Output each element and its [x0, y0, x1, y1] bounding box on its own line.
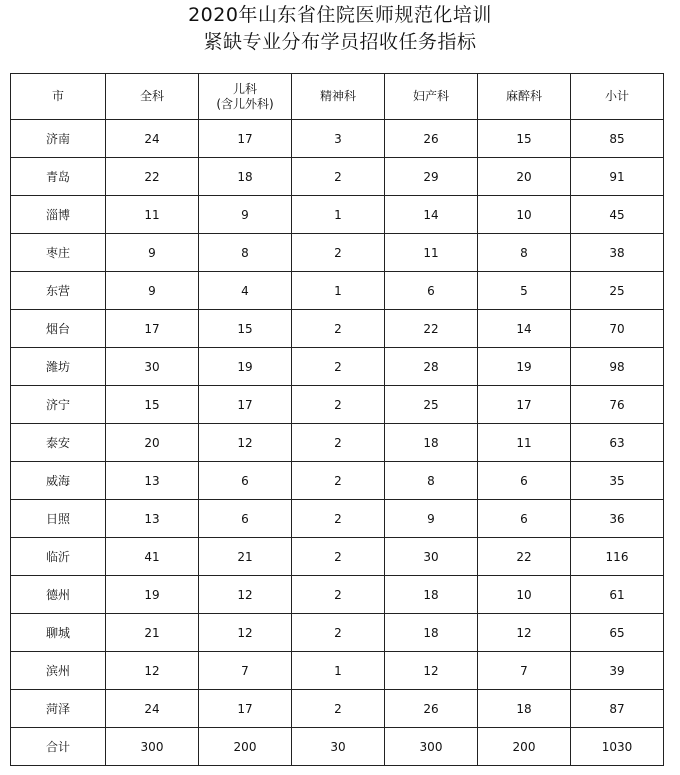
quota-cell: 1 [292, 272, 385, 310]
quota-cell: 17 [199, 120, 292, 158]
quota-cell: 2 [292, 538, 385, 576]
quota-cell: 6 [199, 462, 292, 500]
quota-cell: 28 [385, 348, 478, 386]
table-header-row [11, 74, 664, 120]
quota-cell: 19 [106, 576, 199, 614]
quota-cell: 11 [106, 196, 199, 234]
table-row [11, 576, 664, 614]
table-row [11, 158, 664, 196]
quota-cell: 3 [292, 120, 385, 158]
quota-cell: 8 [478, 234, 571, 272]
quota-cell: 61 [571, 576, 664, 614]
quota-cell: 17 [199, 690, 292, 728]
quota-cell: 4 [199, 272, 292, 310]
quota-cell: 13 [106, 462, 199, 500]
quota-cell: 2 [292, 462, 385, 500]
quota-cell: 21 [199, 538, 292, 576]
quota-cell: 200 [199, 728, 292, 766]
header-psychiatry: 精神科 [292, 74, 385, 120]
quota-cell: 2 [292, 158, 385, 196]
quota-cell: 1 [292, 196, 385, 234]
table-row [11, 614, 664, 652]
quota-cell: 12 [199, 614, 292, 652]
table-row [11, 462, 664, 500]
document-title-line-1: 2020年山东省住院医师规范化培训 [188, 4, 492, 26]
city-cell: 济宁 [11, 386, 106, 424]
quota-cell: 19 [199, 348, 292, 386]
table-row [11, 234, 664, 272]
quota-cell: 11 [385, 234, 478, 272]
quota-cell: 45 [571, 196, 664, 234]
header-general-practice: 全科 [106, 74, 199, 120]
enrollment-quota-table [10, 73, 664, 766]
document-title-line-2: 紧缺专业分布学员招收任务指标 [203, 31, 477, 53]
city-cell: 枣庄 [11, 234, 106, 272]
quota-cell: 7 [199, 652, 292, 690]
quota-cell: 2 [292, 576, 385, 614]
quota-cell: 6 [385, 272, 478, 310]
quota-cell: 2 [292, 348, 385, 386]
quota-cell: 30 [106, 348, 199, 386]
table-row [11, 500, 664, 538]
city-cell: 东营 [11, 272, 106, 310]
quota-cell: 98 [571, 348, 664, 386]
quota-cell: 2 [292, 690, 385, 728]
quota-cell: 6 [478, 462, 571, 500]
quota-cell: 17 [199, 386, 292, 424]
quota-cell: 36 [571, 500, 664, 538]
table-row [11, 196, 664, 234]
quota-cell: 20 [478, 158, 571, 196]
city-cell: 烟台 [11, 310, 106, 348]
quota-cell: 85 [571, 120, 664, 158]
table-row [11, 538, 664, 576]
table-row [11, 652, 664, 690]
table-row [11, 386, 664, 424]
quota-cell: 13 [106, 500, 199, 538]
quota-cell: 17 [106, 310, 199, 348]
quota-cell: 19 [478, 348, 571, 386]
quota-cell: 1030 [571, 728, 664, 766]
quota-cell: 39 [571, 652, 664, 690]
quota-cell: 2 [292, 310, 385, 348]
quota-cell: 9 [199, 196, 292, 234]
city-cell: 滨州 [11, 652, 106, 690]
quota-cell: 6 [199, 500, 292, 538]
quota-cell: 18 [199, 158, 292, 196]
quota-cell: 15 [478, 120, 571, 158]
quota-cell: 38 [571, 234, 664, 272]
total-row [11, 728, 664, 766]
city-cell: 威海 [11, 462, 106, 500]
quota-cell: 12 [199, 576, 292, 614]
header-pediatrics: 儿科 (含儿外科) [199, 74, 292, 120]
quota-cell: 300 [106, 728, 199, 766]
quota-cell: 17 [478, 386, 571, 424]
quota-cell: 12 [199, 424, 292, 462]
table-row [11, 348, 664, 386]
quota-cell: 9 [106, 272, 199, 310]
quota-cell: 63 [571, 424, 664, 462]
quota-cell: 2 [292, 386, 385, 424]
quota-cell: 14 [478, 310, 571, 348]
quota-cell: 12 [385, 652, 478, 690]
quota-cell: 18 [385, 576, 478, 614]
table-body [11, 120, 664, 766]
quota-cell: 24 [106, 120, 199, 158]
quota-cell: 6 [478, 500, 571, 538]
quota-cell: 1 [292, 652, 385, 690]
quota-cell: 26 [385, 120, 478, 158]
header-anesthesiology: 麻醉科 [478, 74, 571, 120]
quota-cell: 2 [292, 500, 385, 538]
header-city: 市 [11, 74, 106, 120]
quota-cell: 91 [571, 158, 664, 196]
city-cell: 济南 [11, 120, 106, 158]
quota-cell: 30 [385, 538, 478, 576]
city-cell: 德州 [11, 576, 106, 614]
quota-cell: 2 [292, 614, 385, 652]
header-subtotal: 小计 [571, 74, 664, 120]
city-cell: 青岛 [11, 158, 106, 196]
city-cell: 淄博 [11, 196, 106, 234]
quota-cell: 76 [571, 386, 664, 424]
quota-cell: 15 [106, 386, 199, 424]
table-row [11, 310, 664, 348]
quota-cell: 8 [385, 462, 478, 500]
quota-cell: 12 [478, 614, 571, 652]
header-obstetrics-gynecology: 妇产科 [385, 74, 478, 120]
quota-cell: 2 [292, 424, 385, 462]
quota-cell: 200 [478, 728, 571, 766]
quota-cell: 2 [292, 234, 385, 272]
quota-cell: 70 [571, 310, 664, 348]
quota-cell: 18 [478, 690, 571, 728]
quota-cell: 10 [478, 576, 571, 614]
quota-cell: 116 [571, 538, 664, 576]
quota-cell: 35 [571, 462, 664, 500]
city-cell: 潍坊 [11, 348, 106, 386]
table-row [11, 424, 664, 462]
quota-cell: 18 [385, 614, 478, 652]
city-cell: 合计 [11, 728, 106, 766]
city-cell: 聊城 [11, 614, 106, 652]
quota-cell: 21 [106, 614, 199, 652]
quota-cell: 22 [478, 538, 571, 576]
table-row [11, 690, 664, 728]
quota-cell: 26 [385, 690, 478, 728]
quota-cell: 18 [385, 424, 478, 462]
quota-cell: 41 [106, 538, 199, 576]
quota-cell: 300 [385, 728, 478, 766]
quota-cell: 25 [385, 386, 478, 424]
quota-cell: 24 [106, 690, 199, 728]
quota-cell: 12 [106, 652, 199, 690]
quota-cell: 10 [478, 196, 571, 234]
quota-cell: 65 [571, 614, 664, 652]
quota-cell: 14 [385, 196, 478, 234]
quota-cell: 30 [292, 728, 385, 766]
quota-cell: 87 [571, 690, 664, 728]
table-row [11, 120, 664, 158]
city-cell: 临沂 [11, 538, 106, 576]
quota-cell: 5 [478, 272, 571, 310]
quota-cell: 11 [478, 424, 571, 462]
quota-cell: 29 [385, 158, 478, 196]
city-cell: 泰安 [11, 424, 106, 462]
quota-cell: 9 [106, 234, 199, 272]
quota-cell: 25 [571, 272, 664, 310]
quota-cell: 15 [199, 310, 292, 348]
city-cell: 日照 [11, 500, 106, 538]
city-cell: 菏泽 [11, 690, 106, 728]
table-row [11, 272, 664, 310]
quota-cell: 7 [478, 652, 571, 690]
quota-cell: 8 [199, 234, 292, 272]
quota-cell: 9 [385, 500, 478, 538]
quota-cell: 20 [106, 424, 199, 462]
quota-cell: 22 [106, 158, 199, 196]
quota-cell: 22 [385, 310, 478, 348]
